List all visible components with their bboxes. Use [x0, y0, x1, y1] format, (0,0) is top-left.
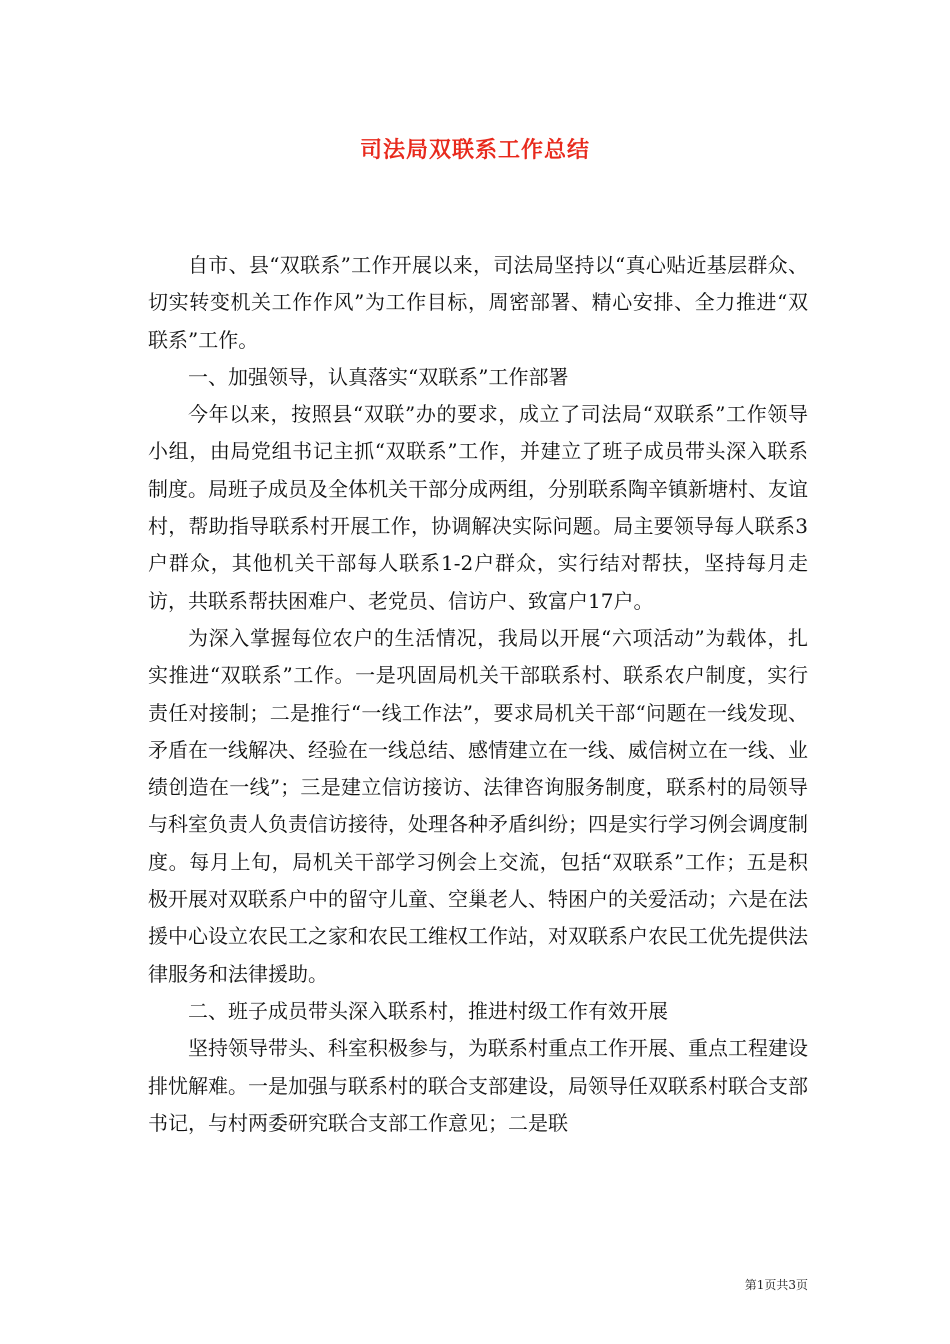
section-heading-1: 一、加强领导，认真落实“双联系”工作部署 [188, 364, 569, 389]
paragraph-section-1: 今年以来，按照县“双联”办的要求，成立了司法局“双联系”工作领导小组，由局党组书记主抓“双联系”工作，并建立了班子成员带头深入联系制度。局班子成员及全体机关干部分成两组，分别联系陶辛镇新塘村、友谊村，帮助指导联系村开展工作，协调解决实际问题。局主要领导每人联系3户群众，其他机关干部每人联系1-2户群众，实行结对帮扶，坚持每月走访，共联系帮扶困难户、老党员、信访户、致富户17户。 [148, 402, 808, 613]
document-body [148, 247, 808, 1142]
paragraph-section-2: 坚持领导带头、科室积极参与，为联系村重点工作开展、重点工程建设排忧解难。一是加强与联系村的联合支部建设，局领导任双联系村联合支部书记，与村两委研究联合支部工作意见；二是联 [148, 1036, 808, 1135]
document-title: 司法局双联系工作总结 [359, 137, 590, 163]
paragraph-intro: 自市、县“双联系”工作开展以来，司法局坚持以“真心贴近基层群众、切实转变机关工作作风”为工作目标，周密部署、精心安排、全力推进“双联系”工作。 [148, 253, 808, 352]
page-number-footer: 第1页共3页 [744, 1278, 808, 1292]
paragraph-six-activities: 为深入掌握每位农户的生活情况，我局以开展“六项活动”为载体，扎实推进“双联系”工作。一是巩固局机关干部联系村、联系农户制度，实行责任对接制；二是推行“一线工作法”，要求局机关干部“问题在一线发现、矛盾在一线解决、经验在一线总结、感情建立在一线、威信树立在一线、业绩创造在一线”；三是建立信访接访、法律咨询服务制度，联系村的局领导与科室负责人负责信访接待，处理各种矛盾纠纷；四是实行学习例会调度制度。每月上旬，局机关干部学习例会上交流，包括“双联系”工作；五是积极开展对双联系户中的留守儿童、空巢老人、特困户的关爱活动；六是在法援中心设立农民工之家和农民工维权工作站，对双联系户农民工优先提供法律服务和法律援助。 [148, 625, 808, 986]
section-heading-2: 二、班子成员带头深入联系村，推进村级工作有效开展 [188, 998, 668, 1023]
